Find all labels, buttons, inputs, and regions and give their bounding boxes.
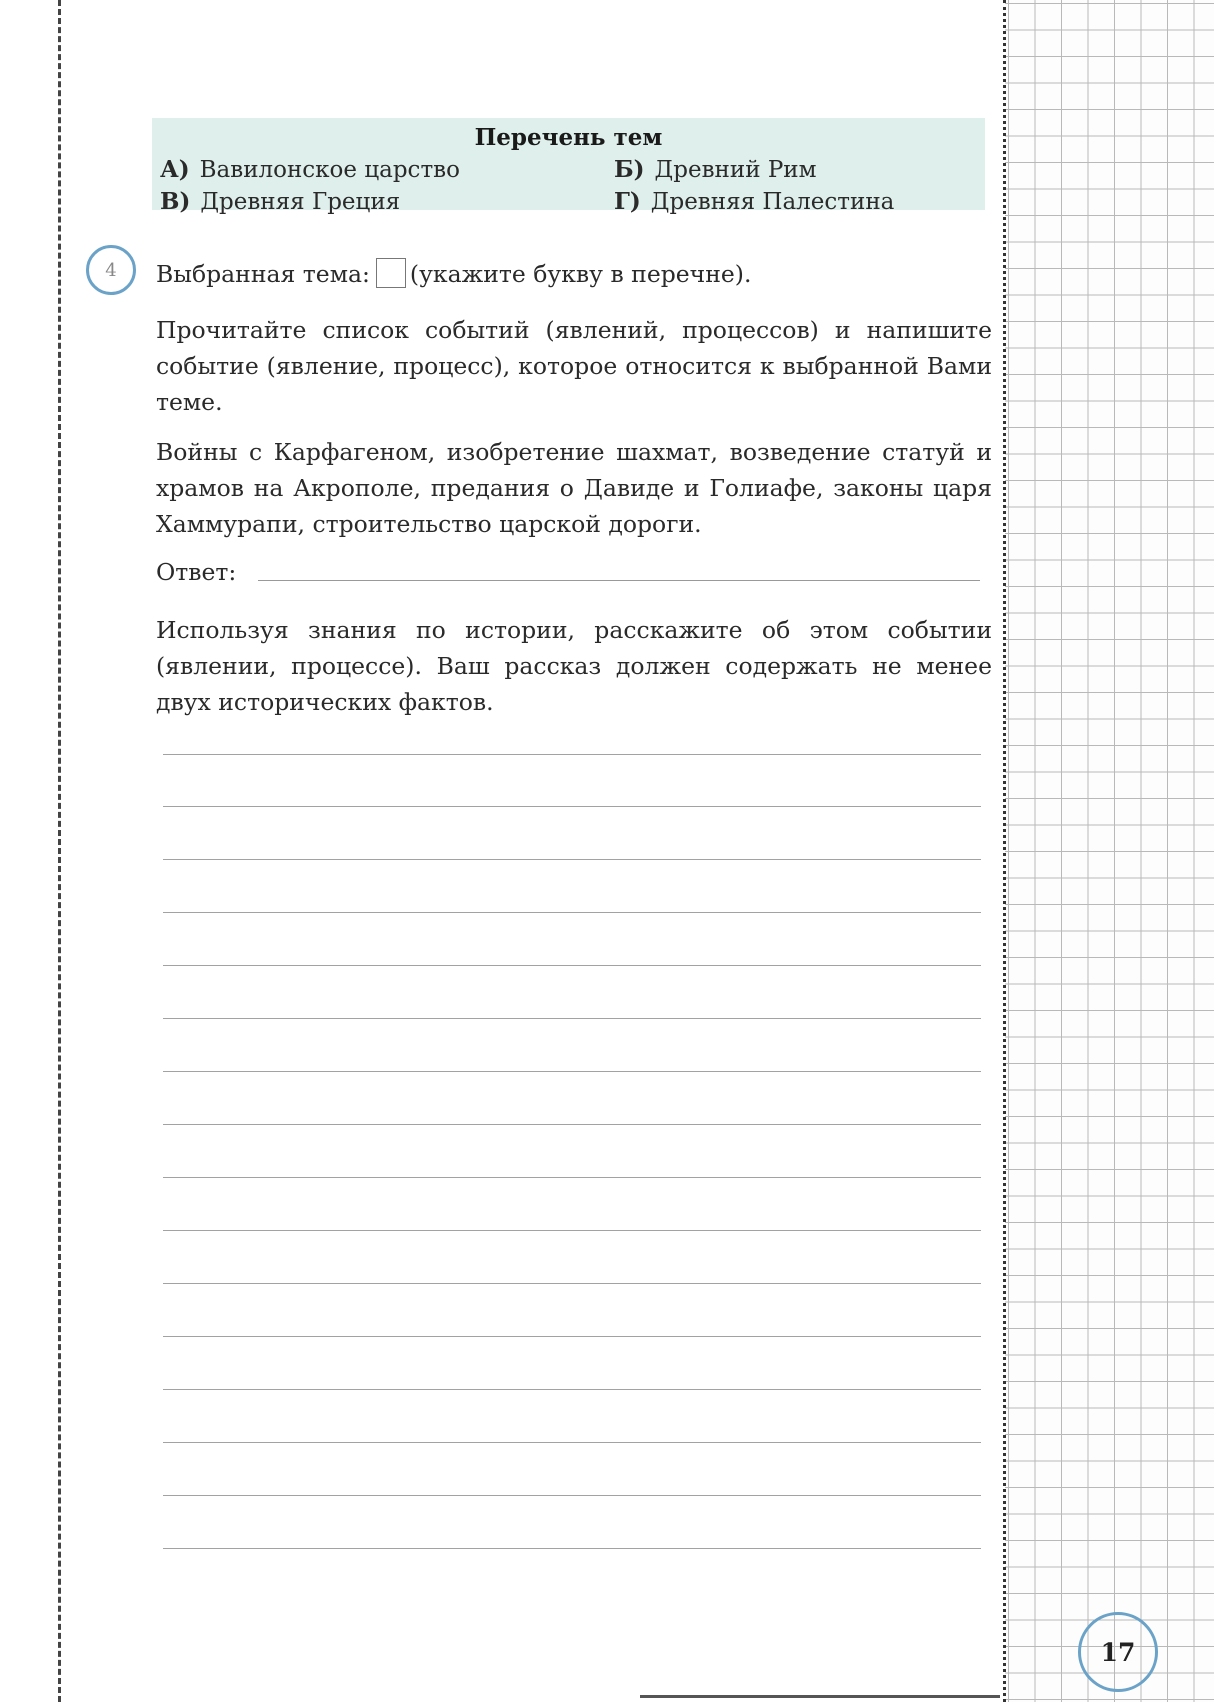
writing-line[interactable] [163,1442,981,1443]
writing-line[interactable] [163,1177,981,1178]
selected-topic-label: Выбранная тема: [156,260,370,288]
topic-item-v [160,188,400,215]
writing-line[interactable] [163,1389,981,1390]
writing-line[interactable] [163,859,981,860]
writing-line[interactable] [163,912,981,913]
bottom-rule [640,1695,1000,1698]
topic-name: Древний Рим [654,157,817,183]
writing-line[interactable] [163,1071,981,1072]
topic-letter: В) [160,188,191,215]
topic-name: Вавилонское царство [199,157,460,183]
topic-name: Древняя Палестина [650,189,895,215]
writing-line[interactable] [163,1283,981,1284]
page-number-badge: 17 [1078,1612,1158,1692]
topic-item-g [614,188,894,215]
writing-line[interactable] [163,1124,981,1125]
events-list-text: Войны с Карфагеном, изобретение шахмат, возведение статуй и храмов на Акрополе, предания о Давиде и Голиафе, законы царя Хаммурапи, строительство царской дороги. [156,438,992,538]
writing-line[interactable] [163,806,981,807]
writing-line[interactable] [163,1548,981,1549]
selected-topic-hint: (укажите букву в перечне). [409,260,752,288]
topic-letter: Г) [614,188,641,215]
answer-line[interactable] [258,580,980,581]
grid-margin [1005,0,1214,1702]
story-prompt-text: Используя знания по истории, расскажите об этом событии (явлении, процессе). Ваш рассказ должен содержать не менее двух исторических фактов. [156,616,992,716]
topic-letter: А) [160,156,190,183]
topics-list-box [152,118,985,215]
grid-edge [1003,0,1006,1702]
selected-topic-line [156,258,751,288]
answer-label: Ответ: [156,558,237,586]
writing-line[interactable] [163,965,981,966]
topics-title: Перечень тем [474,124,663,151]
writing-line[interactable] [163,1495,981,1496]
topic-item-b [614,156,817,183]
task-number-badge: 4 [86,245,136,295]
writing-line[interactable] [163,1336,981,1337]
writing-line[interactable] [163,1230,981,1231]
writing-line[interactable] [163,1018,981,1019]
writing-line[interactable] [163,754,981,755]
topic-name: Древняя Греция [200,189,401,215]
topic-letter-input[interactable] [376,258,406,288]
cut-line [58,0,61,1702]
instruction-text: Прочитайте список событий (явлений, процессов) и напишите событие (явление, процесс), которое относится к выбранной Вами теме. [156,316,992,416]
topic-item-a [160,156,460,183]
topic-letter: Б) [614,156,645,183]
